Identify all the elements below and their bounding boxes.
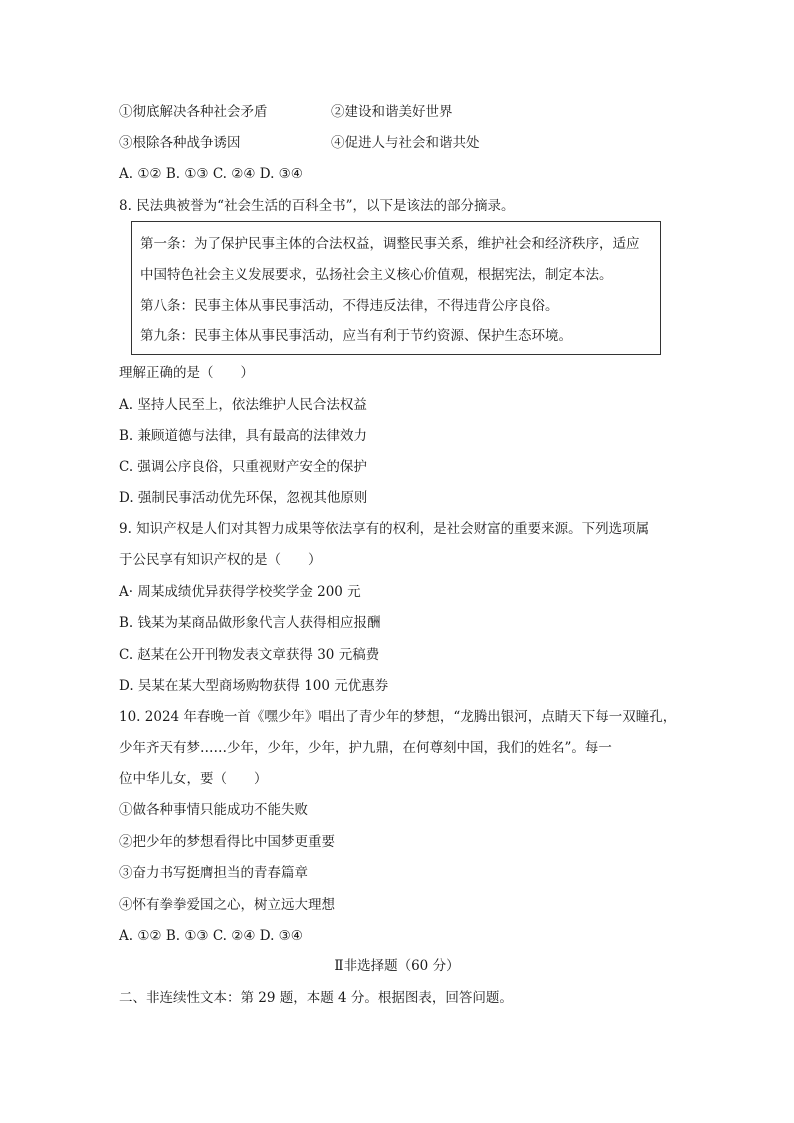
q8-excerpt-line-3: 第八条：民事主体从事民事活动，不得违反法律，不得违背公序良俗。 [140,298,559,314]
q7-item-4: ④促进人与社会和谐共处 [331,135,480,151]
q8-option-a: A. 坚持人民至上，依法维护人民合法权益 [119,397,367,413]
q8-option-b: B. 兼顾道德与法律，具有最高的法律效力 [119,428,368,444]
q8-option-d: D. 强制民事活动优先环保，忽视其他原则 [119,490,368,506]
q10-choices: A. ①② B. ①③ C. ②④ D. ③④ [119,928,303,944]
q8-excerpt-line-2: 中国特色社会主义发展要求，弘扬社会主义核心价值观，根据宪法，制定本法。 [140,267,613,283]
q7-options-row-1 [119,102,619,122]
q10-item-1: ①做各种事情只能成功不能失败 [119,802,308,818]
q8-excerpt-line-4: 第九条：民事主体从事民事活动，应当有利于节约资源、保护生态环境。 [140,328,572,344]
q9-stem-line-2: 于公民享有知识产权的是（ ） [119,552,322,568]
q10-item-4: ④怀有拳拳爱国之心，树立远大理想 [119,897,335,913]
q9-option-a: A· 周某成绩优异获得学校奖学金 200 元 [119,584,361,600]
section-2-heading: 二、非连续性文本：第 29 题，本题 4 分。根据图表，回答问题。 [119,990,513,1006]
q8-stem: 8. 民法典被誉为“社会生活的百科全书”，以下是该法的部分摘录。 [119,198,515,214]
q10-stem-line-3: 位中华儿女，要（ ） [119,771,268,787]
q8-excerpt-box [131,221,661,355]
q7-options-row-2 [119,133,619,153]
q10-item-2: ②把少年的梦想看得比中国梦更重要 [119,834,335,850]
q8-excerpt-line-1: 第一条：为了保护民事主体的合法权益，调整民事关系，维护社会和经济秩序，适应 [140,236,640,252]
q9-stem-line-1: 9. 知识产权是人们对其智力成果等依法享有的权利，是社会财富的重要来源。下列选项属 [119,521,650,537]
q9-option-b: B. 钱某为某商品做形象代言人获得相应报酬 [119,615,381,631]
q7-choices: A. ①② B. ①③ C. ②④ D. ③④ [119,166,303,182]
q10-item-3: ③奋力书写挺膺担当的青春篇章 [119,865,308,881]
q9-option-d: D. 吴某在某大型商场购物获得 100 元优惠券 [119,678,389,694]
q7-item-1: ①彻底解决各种社会矛盾 [119,104,268,120]
q7-item-3: ③根除各种战争诱因 [119,135,241,151]
section-2-title: Ⅱ非选择题（60 分） [334,958,460,974]
q7-item-2: ②建设和谐美好世界 [331,104,453,120]
q10-stem-line-2: 少年齐天有梦……少年，少年，少年，护九鼎，在何尊刻中国，我们的姓名”。每一 [119,740,612,756]
q8-prompt: 理解正确的是（ ） [119,365,254,381]
q8-option-c: C. 强调公序良俗，只重视财产安全的保护 [119,459,367,475]
q10-stem-line-1: 10. 2024 年春晚一首《嘿少年》唱出了青少年的梦想，“龙腾出银河，点睛天下每一双瞳孔， [119,709,677,725]
q9-option-c: C. 赵某在公开刊物发表文章获得 30 元稿费 [119,647,380,663]
